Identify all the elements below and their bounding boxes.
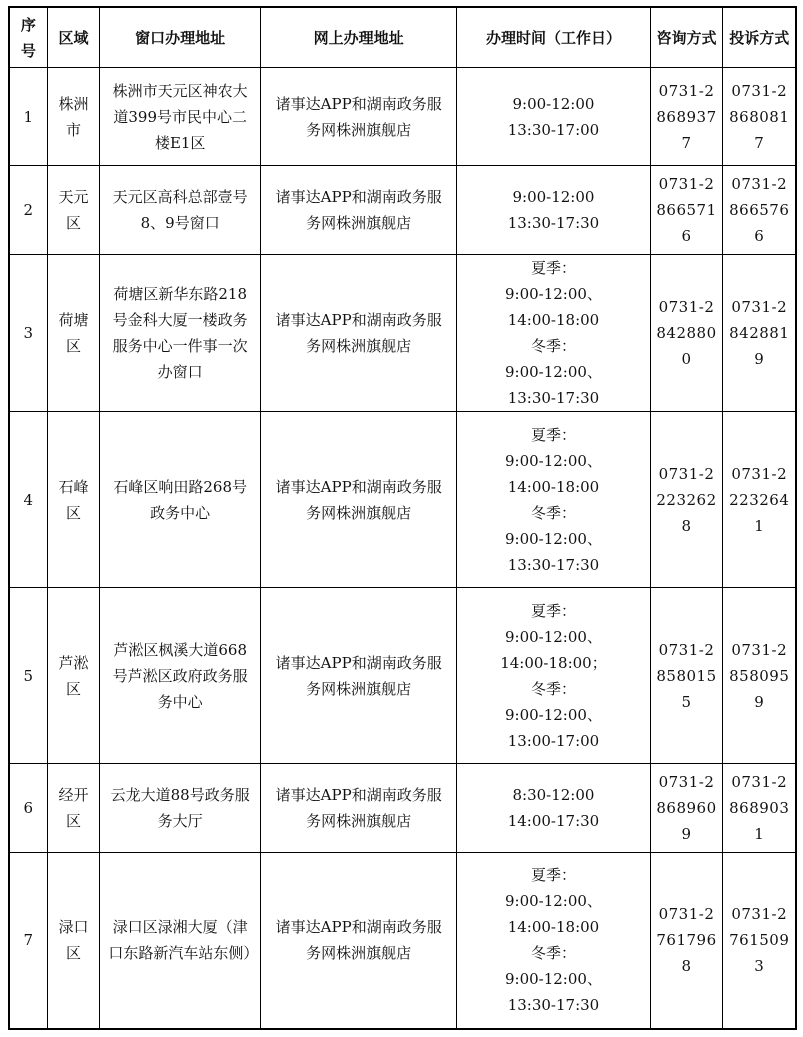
cell-area: 渌口区 bbox=[47, 853, 100, 1029]
hours-line: 13:30-17:30 bbox=[507, 996, 600, 1015]
cell-online-address: 诸事达APP和湖南政务服务网株洲旗舰店 bbox=[260, 588, 456, 764]
cell-no: 4 bbox=[9, 412, 47, 588]
cell-hours bbox=[457, 255, 650, 412]
table-row bbox=[9, 853, 796, 1029]
hours-line: 9:00-12:00 bbox=[512, 94, 595, 113]
cell-no: 3 bbox=[9, 255, 47, 412]
hours-line: 冬季： bbox=[530, 679, 576, 698]
hours-line: 14:00-18:00； bbox=[500, 653, 607, 672]
header-area: 区域 bbox=[47, 7, 100, 68]
table-row bbox=[9, 255, 796, 412]
cell-consult-phone: 0731-22232628 bbox=[650, 412, 723, 588]
cell-window-address: 芦淞区枫溪大道668号芦淞区政府政务服务中心 bbox=[100, 588, 261, 764]
cell-area: 荷塘区 bbox=[47, 255, 100, 412]
table-row bbox=[9, 68, 796, 166]
hours-line: 冬季： bbox=[530, 337, 576, 355]
cell-consult-phone: 0731-28689377 bbox=[650, 68, 723, 166]
header-hours: 办理时间（工作日） bbox=[457, 7, 650, 68]
header-consult: 咨询方式 bbox=[650, 7, 723, 68]
hours-line: 9:00-12:00、 bbox=[504, 970, 602, 989]
header-no: 序号 bbox=[9, 7, 47, 68]
hours-line: 14:00-18:00 bbox=[507, 477, 600, 496]
hours-line: 冬季： bbox=[530, 503, 576, 522]
hours-line: 9:00-12:00、 bbox=[504, 285, 602, 303]
hours-line: 14:00-17:30 bbox=[507, 812, 600, 830]
cell-hours bbox=[457, 853, 650, 1029]
cell-complaint-phone: 0731-22232641 bbox=[723, 412, 796, 588]
header-window-address: 窗口办理地址 bbox=[100, 7, 261, 68]
cell-online-address: 诸事达APP和湖南政务服务网株洲旗舰店 bbox=[260, 68, 456, 166]
cell-complaint-phone: 0731-27615093 bbox=[723, 853, 796, 1029]
hours-line: 9:00-12:00 bbox=[512, 188, 595, 206]
header-complaint: 投诉方式 bbox=[723, 7, 796, 68]
hours-line: 9:00-12:00、 bbox=[504, 705, 602, 724]
hours-line: 夏季： bbox=[530, 425, 576, 444]
table-row bbox=[9, 166, 796, 255]
header-online-address: 网上办理地址 bbox=[260, 7, 456, 68]
cell-online-address: 诸事达APP和湖南政务服务网株洲旗舰店 bbox=[260, 853, 456, 1029]
cell-hours bbox=[457, 412, 650, 588]
cell-complaint-phone: 0731-28665766 bbox=[723, 166, 796, 255]
hours-line: 9:00-12:00、 bbox=[504, 363, 602, 381]
cell-complaint-phone: 0731-28580959 bbox=[723, 588, 796, 764]
hours-line: 14:00-18:00 bbox=[507, 918, 600, 937]
cell-consult-phone: 0731-27617968 bbox=[650, 853, 723, 1029]
cell-online-address: 诸事达APP和湖南政务服务网株洲旗舰店 bbox=[260, 255, 456, 412]
hours-line: 夏季： bbox=[530, 259, 576, 277]
cell-window-address: 石峰区响田路268号政务中心 bbox=[100, 412, 261, 588]
cell-hours bbox=[457, 166, 650, 255]
cell-complaint-phone: 0731-28689031 bbox=[723, 764, 796, 853]
cell-consult-phone: 0731-28428800 bbox=[650, 255, 723, 412]
cell-no: 6 bbox=[9, 764, 47, 853]
cell-no: 2 bbox=[9, 166, 47, 255]
cell-window-address: 株洲市天元区神农大道399号市民中心二楼E1区 bbox=[100, 68, 261, 166]
service-locations-table bbox=[8, 6, 797, 1030]
table-header-row bbox=[9, 7, 796, 68]
cell-window-address: 天元区高科总部壹号8、9号窗口 bbox=[100, 166, 261, 255]
cell-window-address: 荷塘区新华东路218号金科大厦一楼政务服务中心一件事一次办窗口 bbox=[100, 255, 261, 412]
cell-online-address: 诸事达APP和湖南政务服务网株洲旗舰店 bbox=[260, 764, 456, 853]
table-row bbox=[9, 588, 796, 764]
cell-area: 株洲市 bbox=[47, 68, 100, 166]
cell-no: 1 bbox=[9, 68, 47, 166]
cell-consult-phone: 0731-28665716 bbox=[650, 166, 723, 255]
cell-area: 经开区 bbox=[47, 764, 100, 853]
hours-line: 14:00-18:00 bbox=[507, 311, 600, 329]
hours-line: 夏季： bbox=[530, 601, 576, 620]
hours-line: 8:30-12:00 bbox=[512, 786, 595, 804]
cell-complaint-phone: 0731-28680817 bbox=[723, 68, 796, 166]
cell-hours bbox=[457, 588, 650, 764]
cell-online-address: 诸事达APP和湖南政务服务网株洲旗舰店 bbox=[260, 166, 456, 255]
hours-line: 9:00-12:00、 bbox=[504, 451, 602, 470]
cell-no: 7 bbox=[9, 853, 47, 1029]
cell-area: 天元区 bbox=[47, 166, 100, 255]
cell-online-address: 诸事达APP和湖南政务服务网株洲旗舰店 bbox=[260, 412, 456, 588]
cell-window-address: 云龙大道88号政务服务大厅 bbox=[100, 764, 261, 853]
hours-line: 13:30-17:30 bbox=[507, 214, 600, 232]
cell-window-address: 渌口区渌湘大厦（津口东路新汽车站东侧） bbox=[100, 853, 261, 1029]
cell-area: 石峰区 bbox=[47, 412, 100, 588]
cell-complaint-phone: 0731-28428819 bbox=[723, 255, 796, 412]
hours-line: 冬季： bbox=[530, 944, 576, 963]
hours-line: 13:30-17:00 bbox=[507, 120, 600, 139]
hours-line: 9:00-12:00、 bbox=[504, 529, 602, 548]
cell-area: 芦淞区 bbox=[47, 588, 100, 764]
hours-line: 13:30-17:30 bbox=[507, 555, 600, 574]
table-row bbox=[9, 412, 796, 588]
table-row bbox=[9, 764, 796, 853]
cell-hours bbox=[457, 68, 650, 166]
hours-line: 9:00-12:00、 bbox=[504, 627, 602, 646]
cell-consult-phone: 0731-28580155 bbox=[650, 588, 723, 764]
table-body bbox=[9, 68, 796, 1029]
hours-line: 9:00-12:00、 bbox=[504, 892, 602, 911]
hours-line: 夏季： bbox=[530, 866, 576, 885]
cell-no: 5 bbox=[9, 588, 47, 764]
cell-hours bbox=[457, 764, 650, 853]
hours-line: 13:30-17:30 bbox=[507, 389, 600, 407]
cell-consult-phone: 0731-28689609 bbox=[650, 764, 723, 853]
hours-line: 13:00-17:00 bbox=[507, 731, 600, 750]
